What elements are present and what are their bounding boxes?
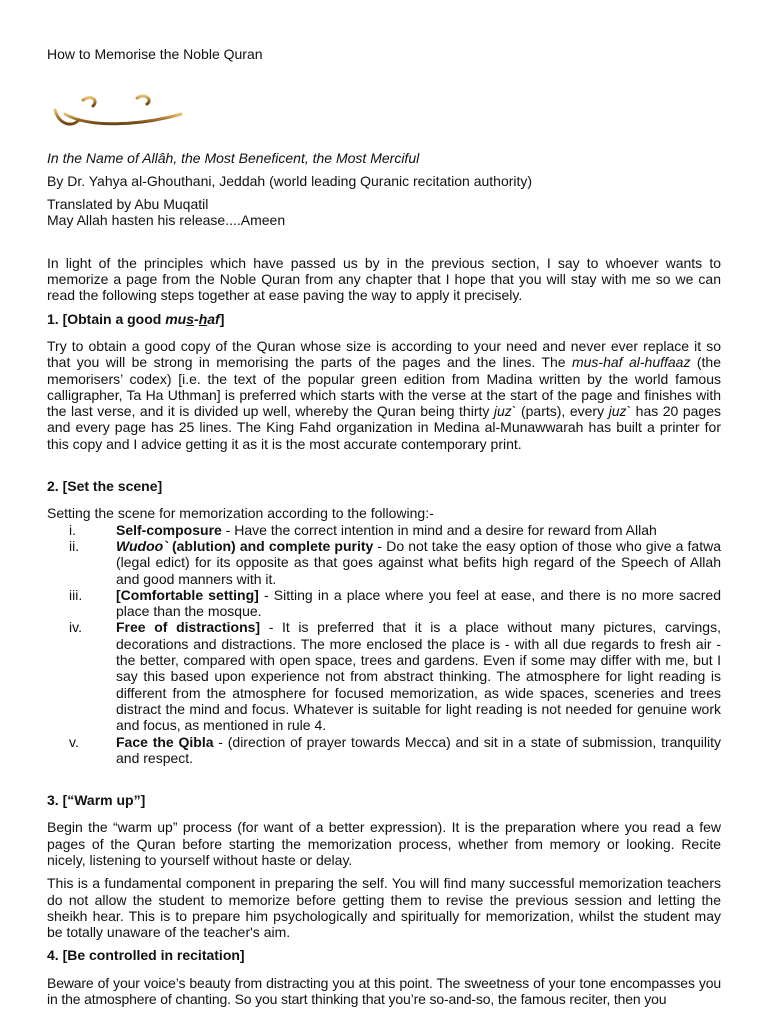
section-3-heading: 3. [“Warm up”] (47, 792, 146, 809)
section-2-heading: 2. [Set the scene] (47, 478, 163, 495)
scene-list (47, 522, 721, 766)
section-4-paragraph-1: Beware of your voice’s beauty from distracting you at this point. The sweetness of your tone encompasses you in the atmosphere of chanting. So you start thinking that you’re so-and-so, the famous reciter, then you (47, 974, 721, 1008)
document-body (47, 46, 721, 1007)
bismillah-calligraphy-image (49, 70, 189, 136)
intro-paragraph: In light of the principles which have passed us by in the previous section, I say to whoever wants to memorize a page from the Noble Quran from any chapter that I hope that you will stay with me so we can read the following steps together at ease paving the way to apply it precisely. (47, 254, 721, 304)
dua-line: May Allah hasten his release....Ameen (47, 212, 286, 229)
document-title: How to Memorise the Noble Quran (47, 46, 263, 62)
bismillah-translation: In the Name of Allâh, the Most Beneficent, the Most Merciful (47, 149, 420, 166)
list-item: iv. Free of distractions] - It is preferred that it is a place without many pictures, carvings, decorations and distractions. The more enclosed the place is - with all due regards to fresh air - the better, compared with open space, trees and gardens. Even if some may differ with me, but I say this based upon experience not from abstract thinking. The atmosphere for light reading is different from the atmosphere for focused memorization, as wide spaces, sceneries and trees distract the mind and focus. Whatever is suitable for light reading is not needed for genuine work and focus, as mentioned in rule 4. (69, 619, 721, 734)
list-item: v. Face the Qibla - (direction of prayer towards Mecca) and sit in a state of submission, tranquility and respect. (69, 733, 721, 766)
list-item: ii. Wudoo` (ablution) and complete purity - Do not take the easy option of those who give a fatwa (legal edict) for its opposite as that goes against what befits high regard of the Speech of Allah and good manners with it. (69, 537, 722, 587)
byline: By Dr. Yahya al-Ghouthani, Jeddah (world leading Quranic recitation authority) (47, 172, 533, 189)
section-2-intro: Setting the scene for memorization according to the following:- (47, 505, 434, 522)
section-3-paragraph-1: Begin the “warm up” process (for want of a better expression). It is the preparation where you read a few pages of the Quran before starting the memorization process, whether from memory or looking. Recite nicely, listening to yourself without haste or delay. (47, 819, 721, 868)
translator-credit: Translated by Abu Muqatil (47, 196, 209, 213)
section-3-paragraph-2: This is a fundamental component in preparing the self. You will find many successful memorization teachers do not allow the student to memorize before getting them to revise the previous session and letting the sheikh hear. This is to prepare him psychologically and spiritually for memorization, whilst the student may be totally unaware of the teacher's aim. (47, 875, 721, 941)
list-item: iii. [Comfortable setting] - Sitting in a place where you feel at ease, and there is no more sacred place than the mosque. (69, 586, 721, 620)
list-item: i. Self-composure - Have the correct intention in mind and a desire for reward from Allah (69, 521, 657, 538)
section-4-heading: 4. [Be controlled in recitation] (47, 947, 245, 964)
section-1-paragraph: Try to obtain a good copy of the Quran whose size is according to your need and never ever replace it so that you will be strong in memorising the parts of the pages and the lines. The mus-haf al-huffaaz (the memorisers’ codex) [i.e. the text of the popular green edition from Madina written by the world famous calligrapher, Ta Ha Uthman] is preferred which starts with the verse at the start of the page and finishes with the last verse, and it is divided up well, whereby the Quran being thirty juz` (parts), every juz` has 20 pages and every page has 25 lines. The King Fahd organization in Medina al-Munawwarah has built a printer for this copy and I advice getting it as it is the most accurate contemporary print. (47, 337, 722, 452)
section-1-heading: 1. [Obtain a good mus-haf] (47, 310, 225, 327)
calligraphy-lettering: بسم الله الرحمن الرحيم (53, 132, 64, 134)
